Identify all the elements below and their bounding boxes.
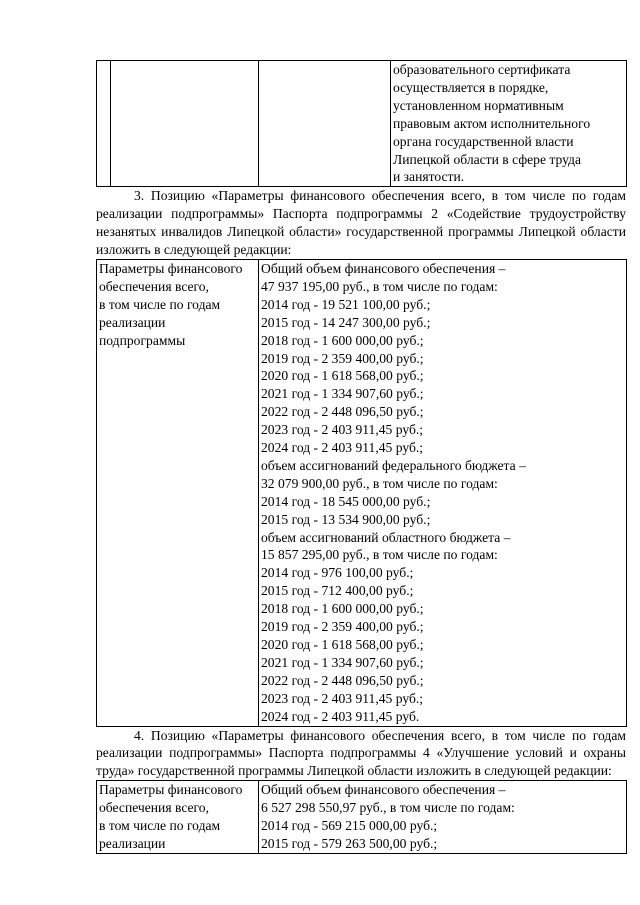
value-line: Общий объем финансового обеспечения – [261,782,506,798]
value-line: объем ассигнований федерального бюджета – [261,457,526,473]
label-line: Параметры финансового [99,782,243,798]
value-line: 2022 год - 2 448 096,50 руб.; [261,672,424,688]
cell-text-line: осуществляется в порядке, [393,79,549,95]
value-line: 2014 год - 569 215 000,00 руб.; [261,818,438,834]
value-line: Общий объем финансового обеспечения – [261,260,506,276]
paragraph-4: 4. Позицию «Параметры финансового обеспечения всего, в том числе по годам реализации подпрограммы» Паспорта подпрограммы 4 «Улучшение условий и охраны труда» государственной программы Липецкой области изложить в следующей редакции: [96,727,626,779]
table-subprogram-4 [96,780,627,854]
value-line: 2014 год - 976 100,00 руб.; [261,565,414,581]
value-line: 2018 год - 1 600 000,00 руб.; [261,332,424,348]
label-line: в том числе по годам [99,818,221,834]
label-line: реализации [99,835,166,851]
cell-text-line: образовательного сертификата [393,62,571,77]
label-line: Параметры финансового [99,260,243,276]
value-cell [259,259,627,726]
value-line: 2015 год - 14 247 300,00 руб.; [261,314,431,330]
cell-text-line: и занятости. [393,169,465,185]
label-line: обеспечения всего, [99,800,209,816]
value-line: 2015 год - 13 534 900,00 руб.; [261,511,431,527]
value-line: 2020 год - 1 618 568,00 руб.; [261,637,424,652]
value-line: 2018 год - 1 600 000,00 руб.; [261,601,424,617]
cell-text-line: правовым актом исполнительного [393,115,591,131]
table-cell-1 [97,61,111,187]
value-line: 47 937 195,00 руб., в том числе по годам: [261,278,498,294]
value-line: 2015 год - 579 263 500,00 руб.; [261,835,438,851]
value-line: 2023 год - 2 403 911,45 руб.; [261,690,424,706]
value-cell [259,781,627,854]
label-cell [97,781,259,854]
value-line: 2020 год - 1 618 568,00 руб.; [261,368,424,384]
label-line: в том числе по годам [99,296,221,312]
value-line: 32 079 900,00 руб., в том числе по годам: [261,475,498,491]
table-cell-2 [111,61,259,187]
value-line: 2019 год - 2 359 400,00 руб.; [261,350,424,366]
paragraph-3: 3. Позицию «Параметры финансового обеспечения всего, в том числе по годам реализации подпрограммы» Паспорта подпрограммы 2 «Содействие трудоустройству незанятых инвалидов Липецкой области» государственной программы Липецкой области изложить в следующей редакции: [96,188,626,258]
label-line: реализации [99,314,166,330]
value-line: объем ассигнований областного бюджета – [261,529,511,545]
table-subprogram-2 [96,259,627,727]
value-line: 2014 год - 18 545 000,00 руб.; [261,493,431,509]
value-line: 6 527 298 550,97 руб., в том числе по годам: [261,800,515,816]
table-continuation [96,60,627,187]
label-line: подпрограммы [99,332,186,348]
table-cell-3 [259,61,391,187]
value-line: 2019 год - 2 359 400,00 руб.; [261,619,424,635]
value-line: 2021 год - 1 334 907,60 руб.; [261,654,424,670]
value-line: 2015 год - 712 400,00 руб.; [261,583,414,599]
value-line: 2022 год - 2 448 096,50 руб.; [261,404,424,420]
value-line: 15 857 295,00 руб., в том числе по годам: [261,547,498,563]
label-cell [97,259,259,726]
value-line: 2024 год - 2 403 911,45 руб. [261,708,420,724]
cell-text-line: органа государственной власти [393,133,574,149]
cell-text-line: Липецкой области в сфере труда [393,151,582,167]
cell-text-line: установленном нормативным [393,97,564,113]
label-line: обеспечения всего, [99,278,209,294]
value-line: 2023 год - 2 403 911,45 руб.; [261,422,424,438]
value-line: 2014 год - 19 521 100,00 руб.; [261,296,431,312]
value-line: 2024 год - 2 403 911,45 руб.; [261,440,424,456]
document-page [96,60,626,854]
value-line: 2021 год - 1 334 907,60 руб.; [261,386,424,402]
table-cell-4 [391,61,627,187]
